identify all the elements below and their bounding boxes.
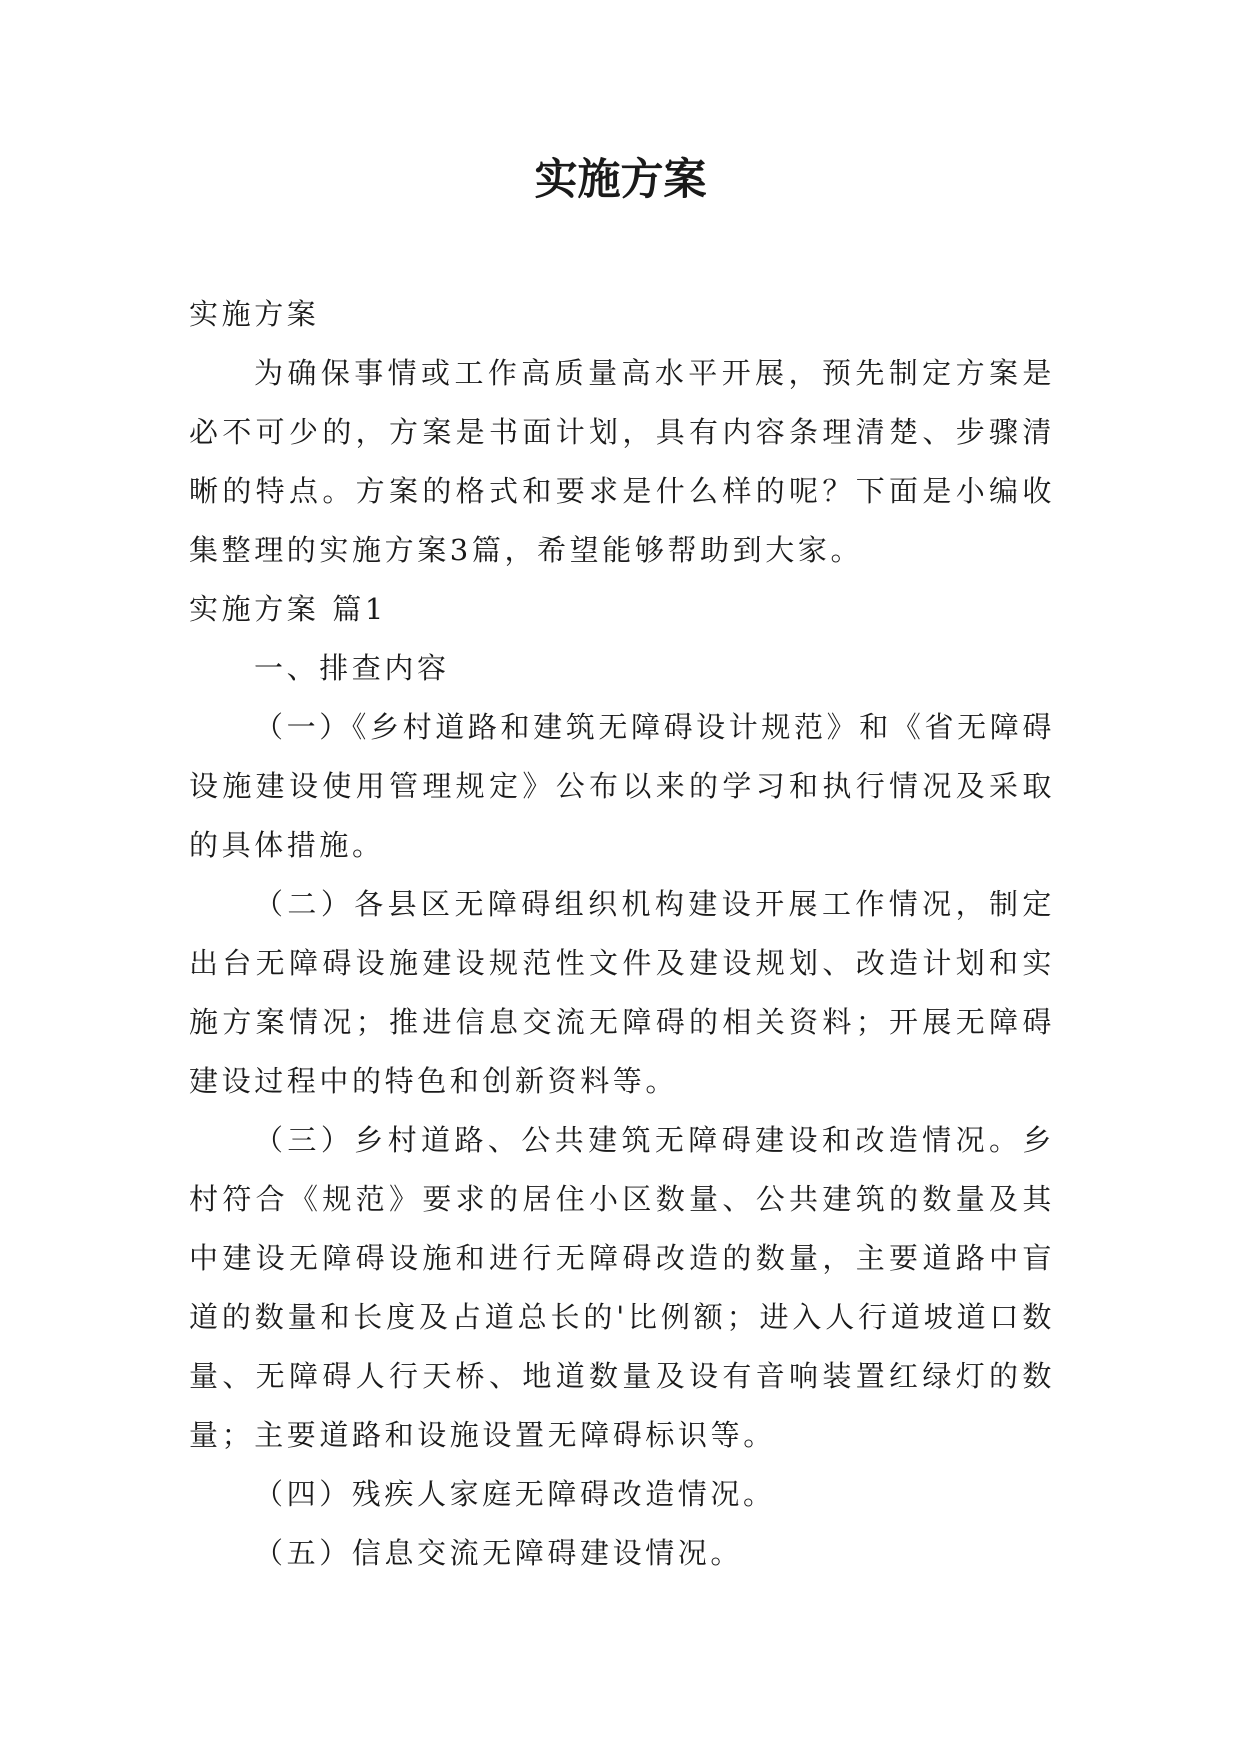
body-paragraph: （二）各县区无障碍组织机构建设开展工作情况，制定出台无障碍设施建设规范性文件及建设规划、改造计划和实施方案情况；推进信息交流无障碍的相关资料；开展无障碍建设过程中的特色和创新资料等。	[189, 887, 1055, 1098]
subsection-heading: 一、排查内容	[254, 651, 450, 685]
intro-paragraph: 为确保事情或工作高质量高水平开展，预先制定方案是必不可少的，方案是书面计划，具有内容条理清楚、步骤清晰的特点。方案的格式和要求是什么样的呢？下面是小编收集整理的实施方案3篇，希望能够帮助到大家。	[189, 356, 1055, 567]
document-body	[189, 285, 1055, 1583]
body-paragraph: （一）《乡村道路和建筑无障碍设计规范》和《省无障碍设施建设使用管理规定》公布以来的学习和执行情况及采取的具体措施。	[189, 710, 1055, 862]
body-paragraph: （五）信息交流无障碍建设情况。	[254, 1536, 744, 1570]
body-paragraph: （四）残疾人家庭无障碍改造情况。	[254, 1477, 776, 1511]
body-paragraph: （三）乡村道路、公共建筑无障碍建设和改造情况。乡村符合《规范》要求的居住小区数量、公共建筑的数量及其中建设无障碍设施和进行无障碍改造的数量，主要道路中盲道的数量和长度及占道总长的'比例额；进入人行道坡道口数量、无障碍人行天桥、地道数量及设有音响装置红绿灯的数量；主要道路和设施设置无障碍标识等。	[189, 1123, 1055, 1452]
document-title: 实施方案	[534, 155, 707, 205]
section-heading: 实施方案	[189, 297, 320, 331]
section-heading: 实施方案 篇1	[189, 592, 387, 626]
